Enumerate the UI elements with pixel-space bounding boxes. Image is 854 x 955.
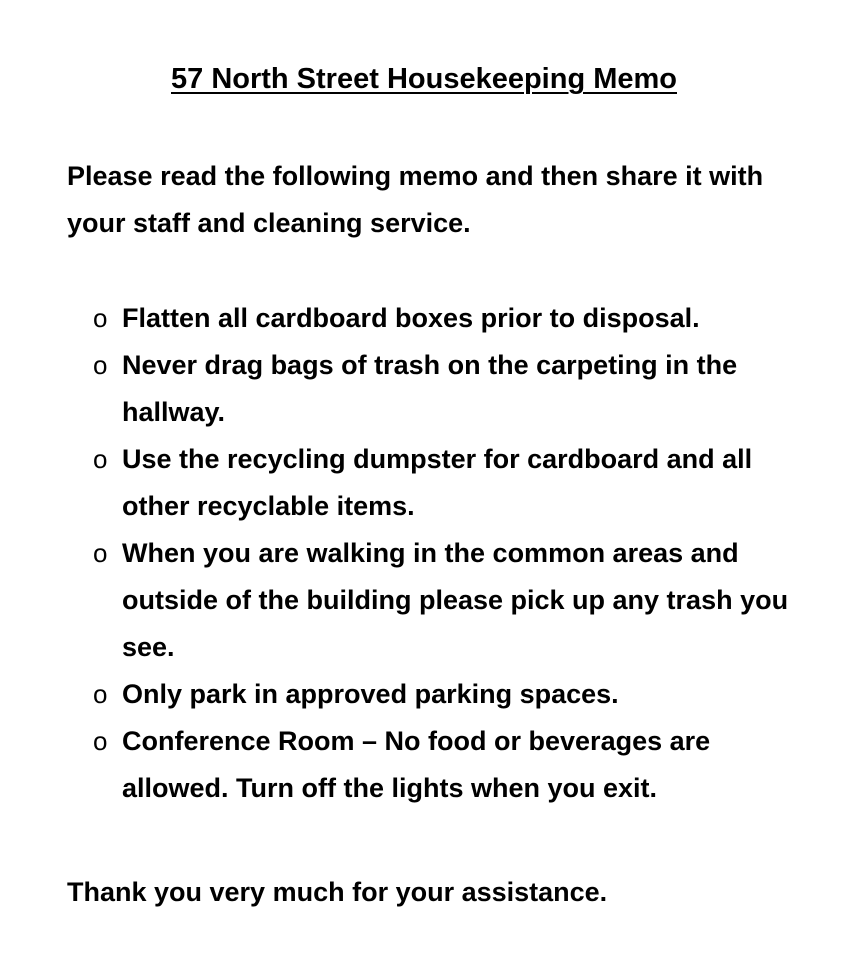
memo-intro: Please read the following memo and then share it with your staff and cleaning service. [67, 161, 764, 238]
list-item [93, 671, 813, 718]
bullet-circle-icon: o [93, 538, 108, 568]
memo-title: 57 North Street Housekeeping Memo [171, 63, 677, 95]
list-item-text: Use the recycling dumpster for cardboard and all other recyclable items. [122, 444, 753, 521]
list-item [93, 530, 813, 671]
bullet-circle-icon: o [93, 350, 108, 380]
bullet-circle-icon: o [93, 303, 108, 333]
bullet-circle-icon: o [93, 679, 108, 709]
memo-bullet-list [93, 295, 813, 812]
list-item [93, 718, 813, 812]
list-item-text: Only park in approved parking spaces. [122, 679, 619, 709]
list-item-text: Conference Room – No food or beverages are allowed. Turn off the lights when you exit. [122, 726, 711, 803]
list-item [93, 436, 813, 530]
list-item [93, 342, 813, 436]
list-item-text: Flatten all cardboard boxes prior to disposal. [122, 303, 700, 333]
memo-closing: Thank you very much for your assistance. [67, 877, 608, 907]
list-item-text: When you are walking in the common areas and outside of the building please pick up any trash you see. [122, 538, 789, 662]
list-item [93, 295, 813, 342]
bullet-circle-icon: o [93, 444, 108, 474]
bullet-circle-icon: o [93, 726, 108, 756]
list-item-text: Never drag bags of trash on the carpeting in the hallway. [122, 350, 738, 427]
